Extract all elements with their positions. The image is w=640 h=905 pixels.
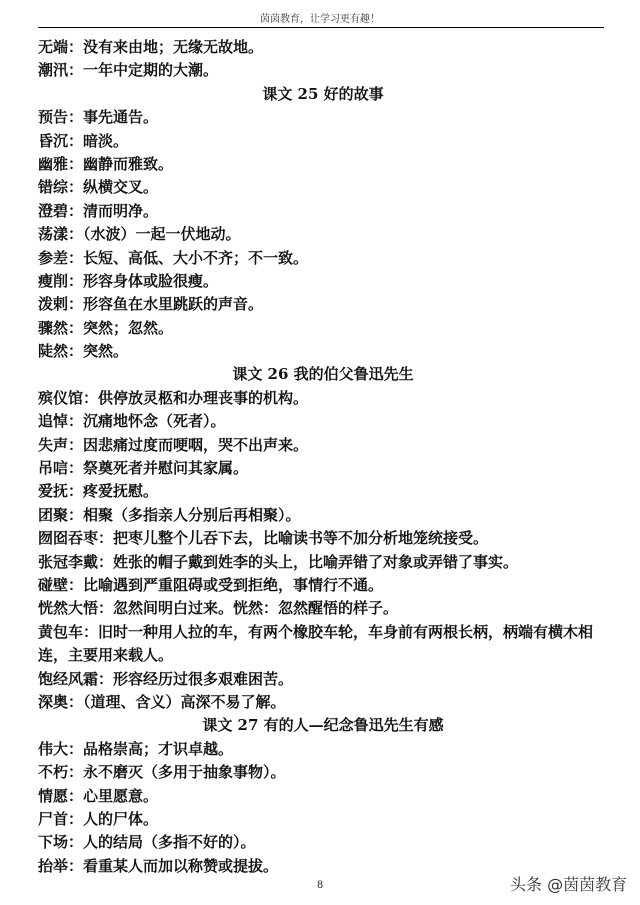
vocab-entry	[38, 153, 608, 176]
vocab-entry	[38, 130, 608, 153]
vocab-term: 泼剌	[38, 295, 69, 314]
vocab-definition: ：突然；忽然。	[68, 318, 174, 337]
vocab-definition: ：纵横交叉。	[68, 178, 159, 197]
vocab-term: 尸首	[38, 809, 69, 828]
vocab-term: 吊唁	[38, 459, 69, 478]
vocab-definition: ：把枣儿整个儿吞下去，比喻读书等不加分析地笼统接受。	[98, 529, 489, 548]
vocab-definition: ：相聚（多指亲人分别后再相聚）。	[68, 505, 301, 524]
vocab-definition: ：事先通告。	[68, 108, 159, 127]
vocab-entry	[38, 457, 608, 480]
vocab-entry	[38, 176, 608, 199]
vocab-entry	[38, 831, 608, 854]
vocab-term: 失声	[38, 435, 69, 454]
vocab-entry	[38, 480, 608, 503]
vocab-term: 追悼	[38, 412, 69, 431]
vocab-term: 抬举	[38, 856, 69, 875]
vocab-definition: ：人的尸体。	[68, 809, 159, 828]
vocab-term: 张冠李戴	[38, 552, 99, 571]
vocab-term: 黄包车	[38, 622, 84, 641]
vocab-definition: ：疼爱抚慰。	[68, 482, 159, 501]
vocab-definition: ：旧时一种用人拉的车，有两个橡胶车轮，车身前有两根长柄，柄端有横木相连，主要用来载人。	[38, 622, 594, 665]
vocab-definition: ：暗淡。	[68, 131, 129, 150]
page-number: 8	[316, 880, 324, 891]
vocab-definition: ：幽静而雅致。	[68, 154, 174, 173]
vocab-entry	[38, 247, 608, 270]
vocab-entry	[38, 738, 608, 761]
vocab-definition: ：突然。	[68, 342, 129, 361]
vocab-term: 昏沉	[38, 131, 69, 150]
vocab-definition: ：忽然间明白过来。恍然：忽然醒悟的样子。	[98, 599, 399, 618]
vocab-entry	[38, 504, 608, 527]
vocab-term: 错综	[38, 178, 69, 197]
vocab-term: 不朽	[38, 763, 69, 782]
lesson-title: 课文 27 有的人—纪念鲁迅先生有感	[202, 716, 444, 735]
vocab-definition: ：祭奠死者并慰问其家属。	[68, 459, 249, 478]
vocab-term: 殡仪馆	[38, 388, 84, 407]
vocab-term: 参差	[38, 248, 69, 267]
vocab-term: 伟大	[38, 739, 69, 758]
vocab-term: 饱经风霜	[38, 669, 99, 688]
vocab-entry	[38, 761, 608, 784]
vocab-entry	[38, 527, 608, 550]
vocab-term: 澄碧	[38, 201, 69, 220]
vocab-entry	[38, 621, 608, 668]
vocab-entry	[38, 808, 608, 831]
vocab-definition: ：（道理、含义）高深不易了解。	[68, 692, 286, 711]
vocab-entry	[38, 36, 608, 59]
vocab-definition: ：形容身体或脸很瘦。	[68, 271, 219, 290]
watermark: 头条 @茵茵教育	[510, 875, 628, 894]
vocab-term: 潮汛	[38, 61, 69, 80]
vocab-term: 碰壁	[38, 575, 69, 594]
vocab-entry	[38, 270, 608, 293]
vocab-entry	[38, 434, 608, 457]
vocab-definition: ：清而明净。	[68, 201, 159, 220]
vocab-definition: ：沉痛地怀念（死者）。	[68, 412, 226, 431]
vocab-entry	[38, 574, 608, 597]
vocab-entry	[38, 59, 608, 82]
vocab-term: 囫囵吞枣	[38, 529, 99, 548]
vocabulary-list	[38, 36, 608, 878]
vocab-term: 无端	[38, 38, 69, 56]
page-header: 茵茵教育，让学习更有趣！	[260, 14, 380, 25]
vocab-definition: ：没有来由地；无缘无故地。	[68, 38, 264, 56]
vocab-term: 下场	[38, 833, 69, 852]
vocab-definition: ：看重某人而加以称赞或提拔。	[68, 856, 279, 875]
vocab-definition: ：品格崇高；才识卓越。	[68, 739, 234, 758]
vocab-definition: ：因悲痛过度而哽咽，哭不出声来。	[68, 435, 309, 454]
vocab-term: 深奥	[38, 692, 69, 711]
vocab-definition: ：比喻遇到严重阻碍或受到拒绝，事情行不通。	[68, 575, 384, 594]
vocab-term: 骤然	[38, 318, 69, 337]
vocab-term: 荡漾	[38, 225, 69, 244]
vocab-term: 情愿	[38, 786, 69, 805]
vocab-entry	[38, 317, 608, 340]
lesson-title: 课文 25 好的故事	[262, 84, 384, 103]
vocab-entry	[38, 597, 608, 620]
vocab-definition: ：形容鱼在水里跳跃的声音。	[68, 295, 264, 314]
vocab-entry	[38, 668, 608, 691]
vocab-entry	[38, 691, 608, 714]
vocab-definition: ：形容经历过很多艰难困苦。	[98, 669, 294, 688]
vocab-term: 陡然	[38, 342, 69, 361]
vocab-term: 团聚	[38, 505, 69, 524]
vocab-definition: ：人的结局（多指不好的）。	[68, 833, 256, 852]
vocab-definition: ：心里愿意。	[68, 786, 159, 805]
vocab-entry	[38, 785, 608, 808]
vocab-entry	[38, 410, 608, 433]
vocab-definition: ：永不磨灭（多用于抽象事物）。	[68, 763, 286, 782]
vocab-definition: ：供停放灵柩和办理丧事的机构。	[83, 388, 309, 407]
vocab-term: 恍然大悟	[38, 599, 99, 618]
vocab-entry	[38, 106, 608, 129]
vocab-term: 爱抚	[38, 482, 69, 501]
vocab-entry	[38, 200, 608, 223]
vocab-entry	[38, 551, 608, 574]
vocab-term: 预告	[38, 108, 69, 127]
vocab-entry	[38, 293, 608, 316]
lesson-title: 课文 26 我的伯父鲁迅先生	[232, 365, 414, 384]
vocab-term: 瘦削	[38, 271, 69, 290]
vocab-definition: ：（水波）一起一伏地动。	[68, 225, 241, 244]
vocab-definition: ：一年中定期的大潮。	[68, 61, 219, 80]
vocab-term: 幽雅	[38, 154, 69, 173]
vocab-entry	[38, 387, 608, 410]
vocab-entry	[38, 223, 608, 246]
vocab-definition: ：姓张的帽子戴到姓李的头上，比喻弄错了对象或弄错了事实。	[98, 552, 519, 571]
header-divider	[38, 27, 604, 28]
vocab-entry	[38, 340, 608, 363]
vocab-definition: ：长短、高低、大小不齐；不一致。	[68, 248, 309, 267]
